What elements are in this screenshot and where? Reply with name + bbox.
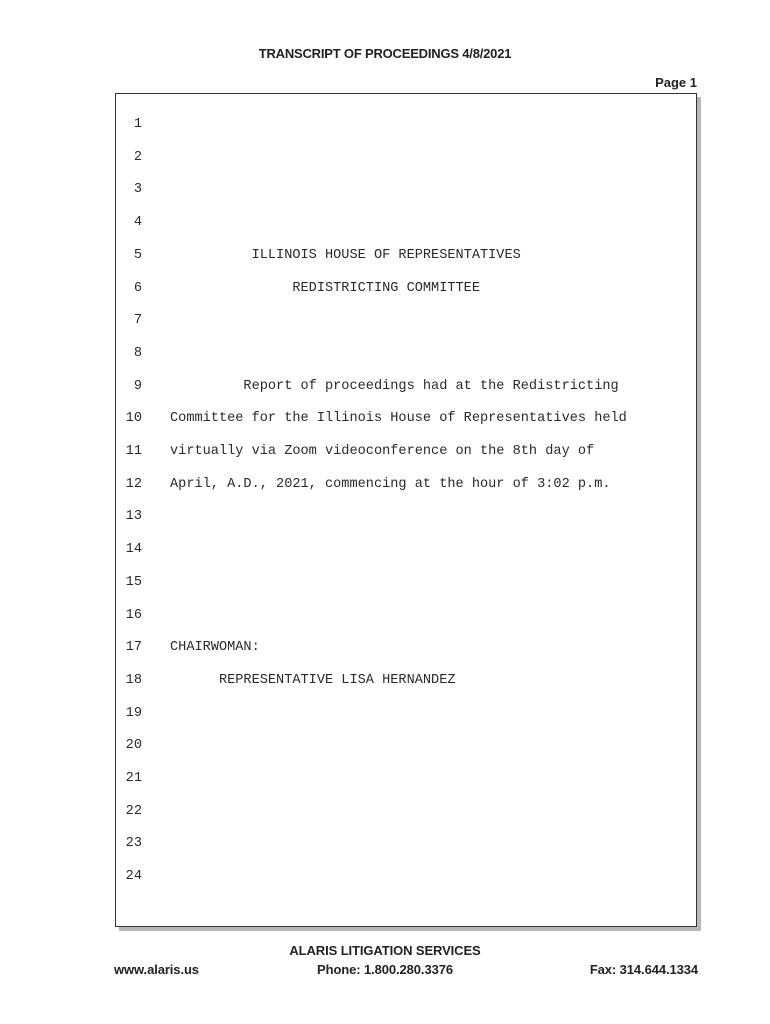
line-text: ILLINOIS HOUSE OF REPRESENTATIVES	[170, 247, 521, 263]
line-number: 14	[125, 542, 142, 558]
line-text: Committee for the Illinois House of Representatives held	[170, 411, 627, 427]
transcript-line	[116, 442, 696, 462]
line-number: 16	[125, 607, 142, 623]
transcript-line	[116, 671, 696, 691]
line-number: 6	[133, 280, 142, 296]
transcript-line	[116, 311, 696, 331]
line-number: 22	[125, 803, 142, 819]
page-number: Page 1	[655, 75, 697, 90]
line-text: Report of proceedings had at the Redistricting	[170, 378, 619, 394]
line-number: 10	[125, 411, 142, 427]
line-number: 1	[133, 117, 142, 132]
line-number: 19	[125, 705, 142, 721]
footer-phone: Phone: 1.800.280.3376	[317, 962, 453, 977]
line-number: 13	[125, 509, 142, 525]
line-number: 9	[133, 378, 142, 394]
line-number: 5	[133, 247, 142, 263]
transcript-line	[116, 475, 696, 495]
line-number: 7	[133, 313, 142, 329]
footer-fax: Fax: 314.644.1334	[589, 962, 698, 977]
line-number: 15	[125, 574, 142, 590]
transcript-line	[116, 213, 696, 233]
transcript-line	[116, 344, 696, 364]
line-number: 12	[125, 476, 142, 492]
line-number: 8	[133, 345, 142, 361]
transcript-line	[116, 736, 696, 756]
footer-company-name: ALARIS LITIGATION SERVICES	[289, 943, 481, 958]
line-number: 2	[133, 149, 142, 165]
line-text: REPRESENTATIVE LISA HERNANDEZ	[170, 672, 456, 688]
line-text: virtually via Zoom videoconference on the 8th day of	[170, 444, 595, 459]
transcript-line	[116, 606, 696, 626]
line-number: 4	[133, 215, 142, 231]
transcript-line	[116, 246, 696, 266]
transcript-line	[116, 769, 696, 789]
transcript-line	[116, 377, 696, 397]
transcript-line	[116, 573, 696, 593]
transcript-title: TRANSCRIPT OF PROCEEDINGS 4/8/2021	[258, 46, 512, 61]
transcript-line	[116, 115, 696, 135]
transcript-line	[116, 638, 696, 658]
line-number: 3	[133, 182, 142, 198]
transcript-line	[116, 540, 696, 560]
transcript-line	[116, 507, 696, 527]
line-text: CHAIRWOMAN:	[170, 640, 260, 656]
line-number: 17	[125, 640, 142, 656]
transcript-line	[116, 704, 696, 724]
line-text: REDISTRICTING COMMITTEE	[170, 280, 480, 296]
transcript-line	[116, 867, 696, 887]
line-number: 20	[125, 738, 142, 754]
line-text: April, A.D., 2021, commencing at the hour of 3:02 p.m.	[170, 476, 611, 492]
line-number: 24	[125, 869, 142, 885]
line-number: 11	[125, 444, 142, 459]
transcript-line	[116, 834, 696, 854]
transcript-line	[116, 148, 696, 168]
line-number: 21	[125, 771, 142, 786]
line-number: 18	[125, 672, 142, 688]
transcript-page	[115, 93, 697, 927]
transcript-line	[116, 802, 696, 822]
footer-website: www.alaris.us	[114, 962, 199, 977]
transcript-line	[116, 180, 696, 200]
transcript-line	[116, 279, 696, 299]
transcript-line	[116, 409, 696, 429]
line-number: 23	[125, 836, 142, 852]
